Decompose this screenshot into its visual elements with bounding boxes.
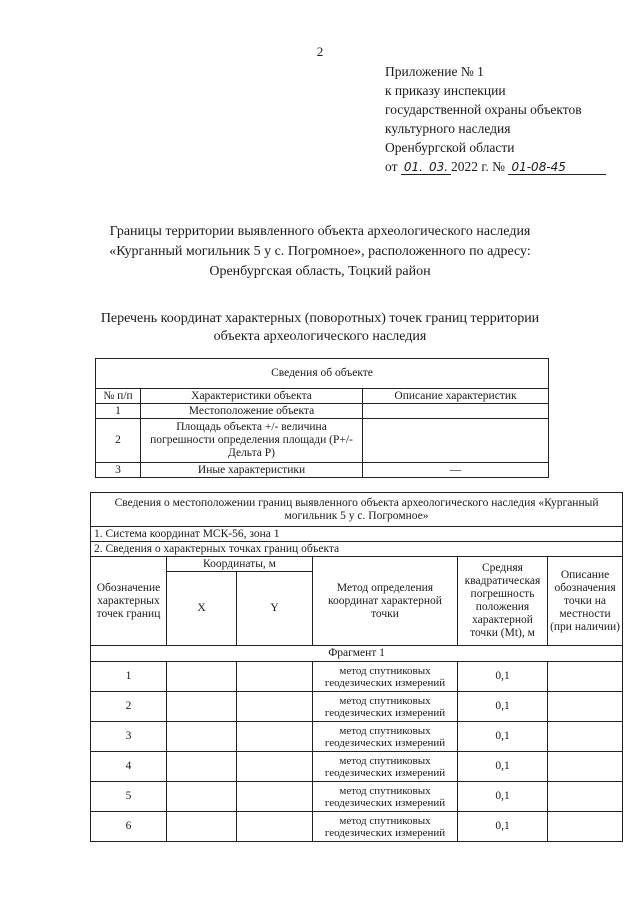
table-row [91, 752, 623, 782]
points-info: 2. Сведения о характерных точках границ объекта [91, 542, 623, 557]
point-y [237, 692, 313, 722]
point-id: 6 [91, 812, 167, 842]
point-x [167, 692, 237, 722]
document-subtitle [0, 310, 640, 346]
point-desc [548, 782, 623, 812]
appendix-line: государственной охраны объектов [385, 102, 582, 117]
row-num: 3 [96, 463, 141, 478]
header-y: Y [237, 572, 313, 646]
appendix-line: Оренбургской области [385, 140, 515, 155]
row-num: 1 [96, 404, 141, 419]
header-method: Метод определения координат характерной точки [313, 557, 458, 646]
appendix-header [385, 62, 635, 176]
point-y [237, 812, 313, 842]
boundary-table-caption: Сведения о местоположении границ выявленного объекта археологического наследия «Курганный могильник 5 у с. Погромное» [91, 493, 623, 527]
header-x: X [167, 572, 237, 646]
point-error: 0,1 [458, 752, 548, 782]
header-coordinates: Координаты, м [167, 557, 313, 572]
object-info-table [95, 358, 549, 478]
date-prefix: от [385, 159, 398, 174]
appendix-line: культурного наследия [385, 121, 511, 136]
point-x [167, 752, 237, 782]
point-x [167, 812, 237, 842]
point-id: 4 [91, 752, 167, 782]
header-num: № п/п [96, 389, 141, 404]
appendix-line: Приложение № 1 [385, 64, 484, 79]
header-designation: Обозначение характерных точек границ [91, 557, 167, 646]
row-num: 2 [96, 419, 141, 463]
table-row [96, 404, 549, 419]
order-number: 01-08-45 [508, 160, 606, 175]
document-title [0, 222, 640, 282]
row-desc [363, 419, 549, 463]
title-line: Оренбургская область, Тоцкий район [209, 264, 431, 279]
appendix-date-line [385, 157, 635, 176]
table-row [91, 662, 623, 692]
row-name: Местоположение объекта [141, 404, 363, 419]
date-month: 03. [426, 160, 451, 175]
page-number: 2 [316, 44, 324, 59]
point-y [237, 782, 313, 812]
header-characteristics: Характеристики объекта [141, 389, 363, 404]
appendix-line: к приказу инспекции [385, 83, 506, 98]
point-method: метод спутниковых геодезических измерений [313, 662, 458, 692]
point-desc [548, 692, 623, 722]
point-desc [548, 662, 623, 692]
point-method: метод спутниковых геодезических измерений [313, 722, 458, 752]
object-table-caption: Сведения об объекте [96, 359, 549, 389]
point-y [237, 722, 313, 752]
point-desc [548, 722, 623, 752]
coordinate-system: 1. Система координат МСК-56, зона 1 [91, 527, 623, 542]
point-y [237, 752, 313, 782]
header-error: Средняя квадратическая погрешность положения характерной точки (Mt), м [458, 557, 548, 646]
row-desc [363, 404, 549, 419]
header-description: Описание характеристик [363, 389, 549, 404]
point-method: метод спутниковых геодезических измерений [313, 812, 458, 842]
point-method: метод спутниковых геодезических измерений [313, 692, 458, 722]
point-desc [548, 752, 623, 782]
point-id: 2 [91, 692, 167, 722]
table-row [91, 722, 623, 752]
point-error: 0,1 [458, 782, 548, 812]
point-method: метод спутниковых геодезических измерений [313, 782, 458, 812]
point-error: 0,1 [458, 692, 548, 722]
date-day: 01. [401, 160, 426, 175]
point-id: 1 [91, 662, 167, 692]
fragment-label: Фрагмент 1 [91, 646, 623, 662]
point-error: 0,1 [458, 662, 548, 692]
table-row [91, 692, 623, 722]
point-id: 3 [91, 722, 167, 752]
table-row [96, 463, 549, 478]
table-row [91, 812, 623, 842]
subtitle-line: объекта археологического наследия [213, 329, 427, 344]
row-name: Иные характеристики [141, 463, 363, 478]
point-x [167, 722, 237, 752]
row-name: Площадь объекта +/- величина погрешности определения площади (Р+/- Дельта Р) [141, 419, 363, 463]
point-x [167, 782, 237, 812]
date-year: 2022 г. № [451, 159, 506, 174]
point-error: 0,1 [458, 722, 548, 752]
point-error: 0,1 [458, 812, 548, 842]
title-line: Границы территории выявленного объекта археологического наследия [109, 224, 531, 239]
point-desc [548, 812, 623, 842]
header-point-description: Описание обозначения точки на местности (при наличии) [548, 557, 623, 646]
point-y [237, 662, 313, 692]
point-method: метод спутниковых геодезических измерений [313, 752, 458, 782]
title-line: «Курганный могильник 5 у с. Погромное», расположенного по адресу: [109, 244, 531, 259]
table-row [91, 782, 623, 812]
boundary-points-table [90, 492, 623, 842]
point-id: 5 [91, 782, 167, 812]
subtitle-line: Перечень координат характерных (поворотных) точек границ территории [100, 311, 540, 326]
table-row [96, 419, 549, 463]
point-x [167, 662, 237, 692]
row-desc: — [363, 463, 549, 478]
